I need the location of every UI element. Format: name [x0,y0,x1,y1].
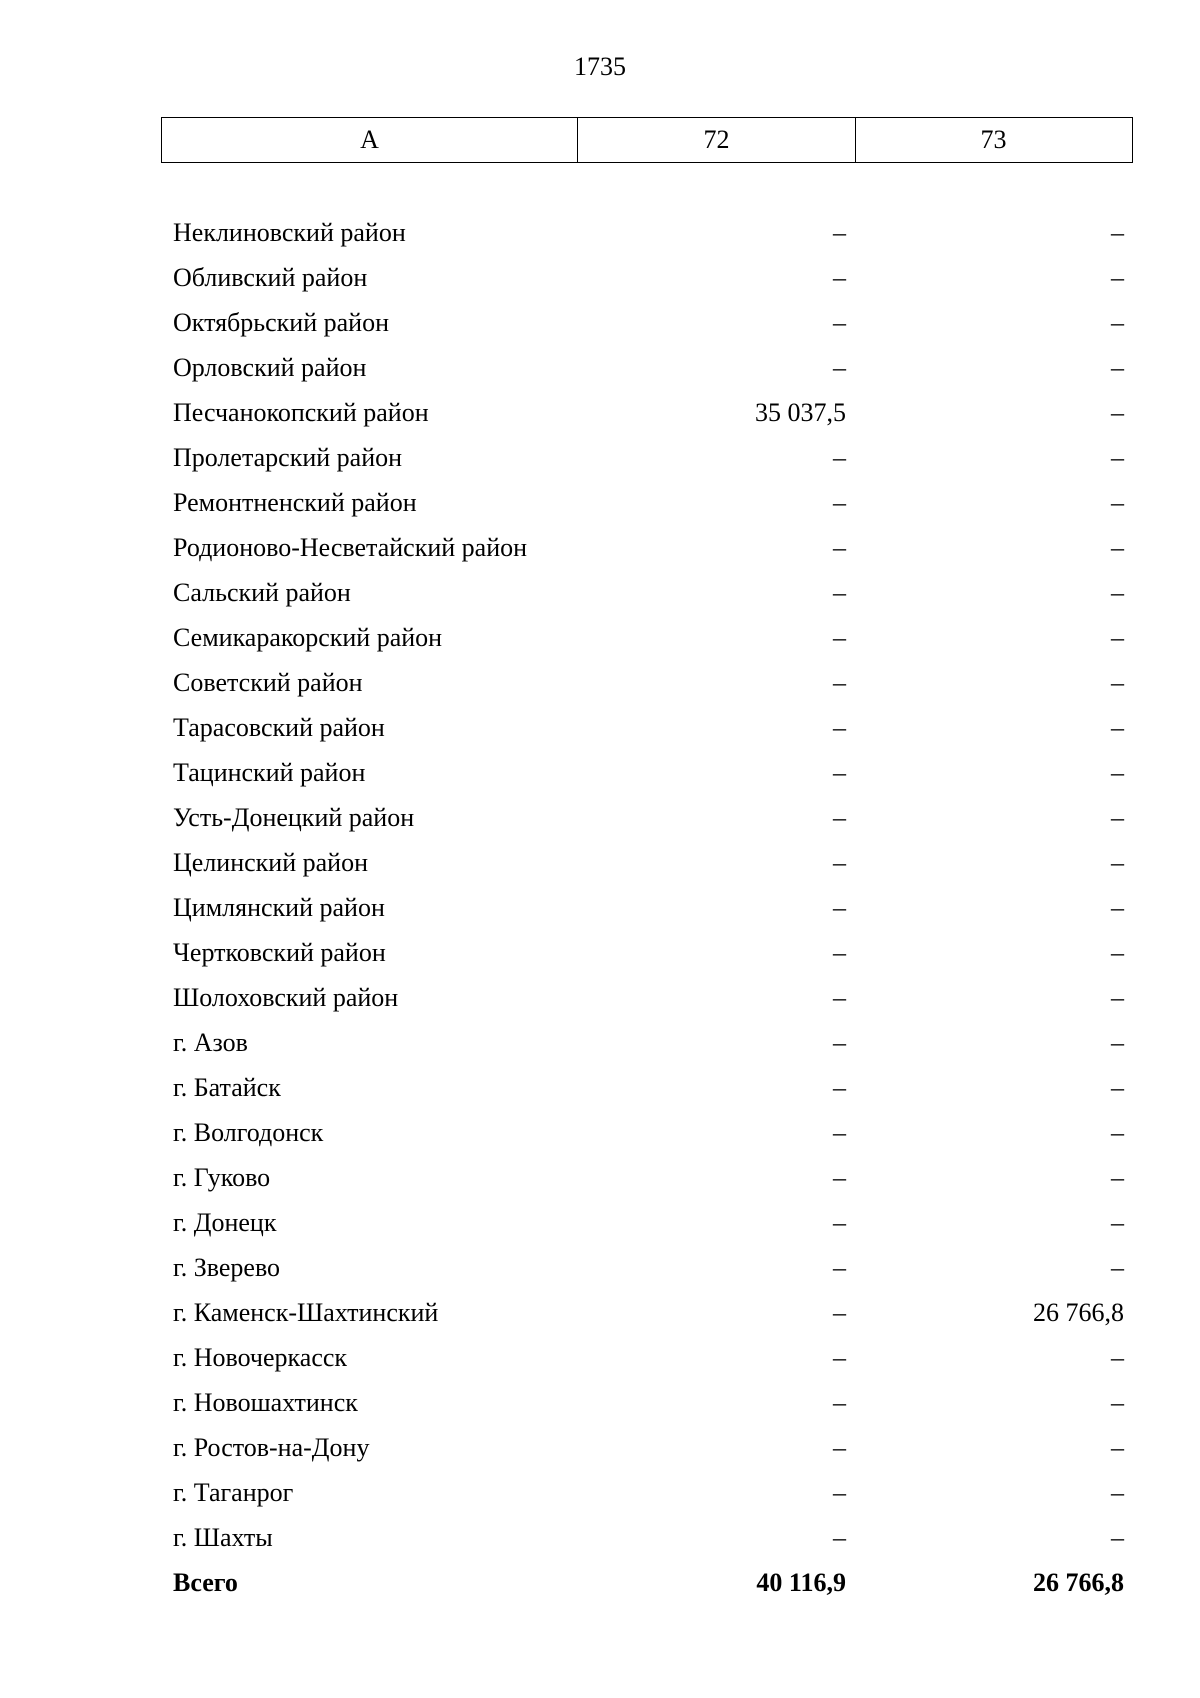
row-value-73: – [1111,758,1124,787]
table-row [0,1155,1200,1200]
row-value-72: – [833,893,846,922]
table-row [0,1245,1200,1290]
table-row [0,1515,1200,1560]
table-row [0,1470,1200,1515]
row-value-73: – [1111,1478,1124,1507]
row-value-73: 26 766,8 [1033,1298,1124,1327]
table-row [0,480,1200,525]
row-value-73: – [1111,848,1124,877]
row-name: Орловский район [173,353,367,382]
row-value-72: – [833,488,846,517]
row-value-73: – [1111,983,1124,1012]
row-value-72: – [833,668,846,697]
row-name: Ремонтненский район [173,488,417,517]
row-name: г. Донецк [173,1208,277,1237]
row-value-73: – [1111,623,1124,652]
row-value-73: – [1111,443,1124,472]
table-row [0,615,1200,660]
row-name: г. Таганрог [173,1478,294,1507]
table-row [0,1425,1200,1470]
table-row [0,930,1200,975]
row-value-73: – [1111,893,1124,922]
row-value-73: – [1111,938,1124,967]
row-value-72: – [833,1523,846,1552]
row-value-72: – [833,1478,846,1507]
row-value-72: – [833,308,846,337]
row-value-72: – [833,1343,846,1372]
table-row [0,1065,1200,1110]
table-row [0,795,1200,840]
total-value-72: 40 116,9 [756,1568,846,1597]
row-value-72: – [833,1433,846,1462]
row-value-73: – [1111,1253,1124,1282]
row-name: г. Гуково [173,1163,271,1192]
row-name: г. Шахты [173,1523,273,1552]
table-row [0,705,1200,750]
table-row [0,1380,1200,1425]
row-value-73: – [1111,1118,1124,1147]
row-value-73: – [1111,1073,1124,1102]
row-name: Сальский район [173,578,351,607]
total-label: Всего [173,1568,238,1597]
row-value-73: – [1111,1208,1124,1237]
row-name: Тацинский район [173,758,366,787]
page-number: 1735 [574,52,626,81]
header-cell-72: 72 [578,118,856,162]
row-name: Октябрьский район [173,308,389,337]
row-value-73: – [1111,1433,1124,1462]
row-name: г. Каменск-Шахтинский [173,1298,439,1327]
row-value-72: – [833,983,846,1012]
table-row [0,300,1200,345]
table-row [0,525,1200,570]
row-name: Советский район [173,668,363,697]
table-row [0,345,1200,390]
table-row [0,1020,1200,1065]
row-value-73: – [1111,713,1124,742]
row-value-72: – [833,803,846,832]
row-name: Чертковский район [173,938,386,967]
row-value-72: – [833,443,846,472]
row-value-73: – [1111,488,1124,517]
table-row [0,1335,1200,1380]
row-name: г. Зверево [173,1253,281,1282]
table-row [0,750,1200,795]
row-value-72: – [833,218,846,247]
table-row [0,570,1200,615]
row-value-72: – [833,758,846,787]
total-value-73: 26 766,8 [1033,1568,1124,1597]
row-value-72: – [833,938,846,967]
row-value-72: – [833,1388,846,1417]
row-value-73: – [1111,1163,1124,1192]
table-row [0,255,1200,300]
row-value-73: – [1111,668,1124,697]
table-row [0,435,1200,480]
row-value-72: – [833,263,846,292]
table-row [0,1110,1200,1155]
table-row [0,210,1200,255]
header-cell-a: А [162,118,578,162]
row-value-73: – [1111,353,1124,382]
row-value-73: – [1111,218,1124,247]
row-name: Песчанокопский район [173,398,429,427]
row-value-72: – [833,353,846,382]
row-value-72: 35 037,5 [755,398,846,427]
table-body [0,210,1200,1605]
row-name: Родионово-Несветайский район [173,533,528,562]
row-name: г. Азов [173,1028,248,1057]
row-name: г. Ростов-на-Дону [173,1433,370,1462]
row-value-72: – [833,1298,846,1327]
table-row [0,975,1200,1020]
table-row [0,840,1200,885]
row-value-72: – [833,1253,846,1282]
table-header [161,117,1133,163]
row-value-72: – [833,1028,846,1057]
table-row [0,1290,1200,1335]
total-row [0,1560,1200,1605]
row-value-73: – [1111,803,1124,832]
row-value-73: – [1111,578,1124,607]
row-name: Неклиновский район [173,218,406,247]
row-name: Пролетарский район [173,443,403,472]
row-value-73: – [1111,1388,1124,1417]
row-value-72: – [833,533,846,562]
row-name: г. Батайск [173,1073,281,1102]
row-value-72: – [833,1073,846,1102]
row-value-72: – [833,623,846,652]
row-value-72: – [833,1118,846,1147]
row-value-73: – [1111,263,1124,292]
row-name: г. Волгодонск [173,1118,324,1147]
row-name: Усть-Донецкий район [173,803,415,832]
row-value-73: – [1111,308,1124,337]
table-row [0,390,1200,435]
row-name: Обливский район [173,263,368,292]
row-value-72: – [833,713,846,742]
row-value-73: – [1111,1523,1124,1552]
row-name: г. Новошахтинск [173,1388,358,1417]
row-value-73: – [1111,398,1124,427]
row-name: Шолоховский район [173,983,399,1012]
row-value-73: – [1111,1343,1124,1372]
row-value-72: – [833,848,846,877]
row-value-72: – [833,1208,846,1237]
row-name: Цимлянский район [173,893,385,922]
row-value-73: – [1111,533,1124,562]
row-name: Семикаракорский район [173,623,443,652]
table-row [0,660,1200,705]
row-value-72: – [833,1163,846,1192]
table-row [0,885,1200,930]
row-name: г. Новочеркасск [173,1343,348,1372]
table-row [0,1200,1200,1245]
row-name: Тарасовский район [173,713,385,742]
row-name: Целинский район [173,848,368,877]
row-value-72: – [833,578,846,607]
row-value-73: – [1111,1028,1124,1057]
header-cell-73: 73 [980,125,1007,154]
